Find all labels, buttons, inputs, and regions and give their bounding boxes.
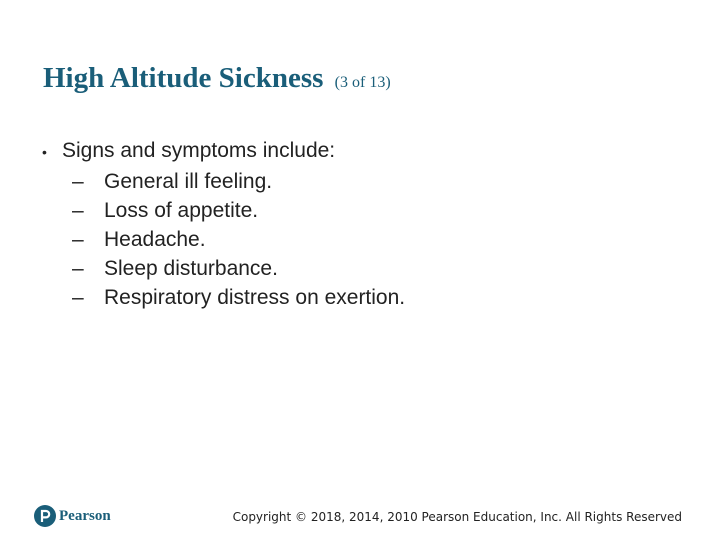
sub-bullet-item bbox=[72, 283, 405, 312]
sub-bullet-item bbox=[72, 225, 405, 254]
pearson-logo bbox=[34, 505, 111, 527]
bullet-text: Signs and symptoms include: bbox=[62, 139, 336, 162]
dash-marker: – bbox=[72, 170, 84, 193]
bullet-dot: • bbox=[42, 144, 47, 160]
copyright-footer: Copyright © 2018, 2014, 2010 Pearson Education, Inc. All Rights Reserved bbox=[232, 510, 682, 524]
logo-text: Pearson bbox=[59, 507, 111, 524]
slide-content bbox=[42, 136, 405, 312]
sub-bullet-list bbox=[42, 167, 405, 312]
dash-marker: – bbox=[72, 257, 84, 280]
sub-bullet-text: General ill feeling. bbox=[104, 170, 273, 193]
sub-bullet-text: Headache. bbox=[104, 228, 206, 251]
dash-marker: – bbox=[72, 199, 84, 222]
sub-bullet-item bbox=[72, 196, 405, 225]
dash-marker: – bbox=[72, 228, 84, 251]
sub-bullet-item bbox=[72, 254, 405, 283]
dash-marker: – bbox=[72, 286, 84, 309]
sub-bullet-text: Sleep disturbance. bbox=[104, 257, 278, 280]
slide-title bbox=[43, 58, 391, 103]
sub-bullet-text: Loss of appetite. bbox=[104, 199, 259, 222]
sub-bullet-text: Respiratory distress on exertion. bbox=[104, 286, 406, 309]
bullet-item bbox=[42, 136, 405, 167]
sub-bullet-item bbox=[72, 167, 405, 196]
pearson-logo-icon bbox=[34, 505, 56, 527]
slide-title-text: High Altitude Sickness bbox=[43, 62, 324, 94]
slide-title-suffix: (3 of 13) bbox=[334, 74, 391, 91]
